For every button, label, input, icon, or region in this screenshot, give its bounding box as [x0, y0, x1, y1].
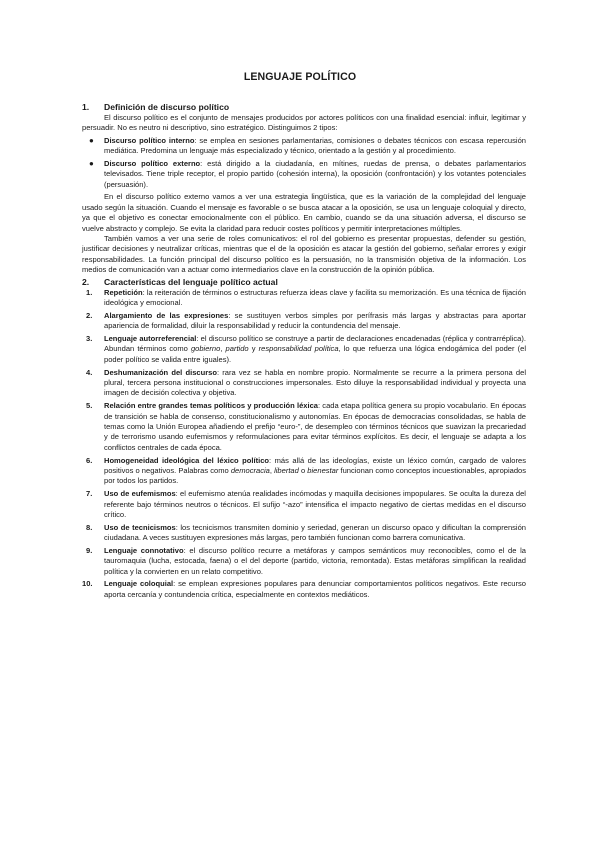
item-term: Repetición: [104, 287, 143, 297]
item-text: ,: [269, 465, 275, 475]
item-text: : el discurso político se construye a partir de declaraciones encadenadas (réplica y contrarréplica). Abundan términos como: [104, 333, 526, 354]
list-item: [82, 311, 526, 332]
list-item: [82, 489, 526, 520]
item-text: : la reiteración de términos o estructuras refuerza ideas clave y facilita su memorización. Es una técnica de fijación ideológica y emocional.: [104, 287, 526, 308]
list-item: [82, 579, 526, 600]
item-number: 2.: [86, 310, 93, 320]
item-term: Lenguaje coloquial: [104, 579, 174, 589]
item-term: Alargamiento de las expresiones: [104, 310, 229, 320]
characteristics-list: [82, 288, 526, 600]
section-1-paragraph-2: En el discurso político externo vamos a ver una estrategia lingüística, que es la variación de la complejidad del lenguaje usado según la situación. Cuando el mensaje es favorable o se busca atacar a la oposición, se usa un lenguaje coloquial y directo, ya que el objetivo es conectar emocionalmente con el público. En cambio, cuando se da una situación adversa, el discurso se vuelve abstracto y complejo. Se evita la claridad para reducir costes políticos y permitir interpretaciones múltiples.: [82, 192, 526, 233]
item-text: : el discurso político recurre a metáforas y campos semánticos muy reconocibles, como el de la tauromaquia (lucha, estocada, faena) o el del deporte (partido, victoria, remontada). Estas metáforas simplifican la realidad política y la convierten en un relato competitivo.: [104, 545, 526, 576]
list-item: [82, 401, 526, 453]
discourse-types-list: [82, 136, 526, 190]
item-text: : los tecnicismos transmiten dominio y seriedad, generan un discurso opaco y dificultan la comprensión ciudadana. A veces sustituyen expresiones más largas, pero también funcionan como barrera comunicativa.: [104, 522, 526, 543]
item-text: funcionan como conceptos incuestionables, apropiados por todos los partidos.: [104, 465, 527, 486]
section-1-paragraph-3: También vamos a ver una serie de roles comunicativos: el rol del gobierno es presentar propuestas, defender su gestión, justificar decisiones y neutralizar críticas, mientras que el de la oposición es atacar la gestión del gobierno, señalar errores y exigir responsabilidades. La función principal del discurso político es la persuasión, no la transmisión objetiva de la información. Los medios de comunicación van a actuar como intermediarios clave en la construcción de la opinión pública.: [82, 233, 526, 275]
list-item: [82, 368, 526, 399]
item-number: 4.: [86, 367, 93, 377]
list-item: [82, 159, 526, 190]
item-number: 8.: [86, 522, 93, 532]
item-term: Homogeneidad ideológica del léxico político: [104, 455, 270, 465]
item-text: : rara vez se habla en nombre propio. Normalmente se recurre a la primera persona del plural, tercera persona institucional o construcciones impersonales. Esto diluye la responsabilidad individual y proyecta una imagen de decisión colectiva y objetiva.: [104, 367, 526, 398]
item-text: y: [248, 344, 259, 354]
bullet-text: : se emplea en sesiones parlamentarias, comisiones o debates técnicos con escasa repercusión mediática. Predomina un lenguaje más especializado y técnico, orientado a la gestión y al procedimiento.: [104, 135, 526, 156]
section-2-heading: [82, 276, 526, 288]
item-number: 5.: [86, 401, 93, 411]
item-term: Relación entre grandes temas políticos y producción léxica: [104, 401, 318, 411]
section-1-heading: [82, 101, 526, 113]
bullet-icon: ●: [89, 158, 94, 168]
item-emphasis: libertad: [274, 465, 299, 475]
bullet-text: : está dirigido a la ciudadanía, en mítines, ruedas de prensa, o debates parlamentarios televisados. Tiene triple receptor, el propio partido (cohesión interna), la oposición (confrontación) y los votantes potenciales (persuasión).: [104, 158, 526, 189]
item-text: o: [298, 465, 308, 475]
item-emphasis: democracia: [230, 465, 270, 475]
item-term: Lenguaje autorreferencial: [104, 333, 197, 343]
section-2-title: Características del lenguaje político actual: [104, 276, 278, 287]
bullet-term: Discurso político interno: [104, 135, 195, 145]
item-number: 9.: [86, 545, 93, 555]
item-text: : más allá de las ideologías, existe un léxico común, cargado de valores positivos o negativos. Palabras como: [104, 455, 526, 475]
section-2-number: 2.: [82, 276, 90, 287]
item-number: 10.: [82, 579, 93, 589]
item-text: : el eufemismo atenúa realidades incómodas y maquilla decisiones impopulares. Se oculta la dureza del referente bajo términos neutros o técnicos. El sufijo “-azo” intensifica el impacto negativo de ciertas medidas en el discurso crítico.: [104, 489, 526, 519]
item-number: 6.: [86, 455, 93, 465]
item-emphasis: bienestar: [307, 465, 339, 475]
list-item: [82, 334, 526, 365]
section-1-title: Definición de discurso político: [104, 102, 230, 112]
bullet-term: Discurso político externo: [104, 158, 201, 168]
section-1-number: 1.: [82, 102, 90, 112]
item-number: 1.: [86, 287, 93, 297]
item-number: 3.: [86, 333, 93, 343]
item-term: Uso de eufemismos: [104, 489, 176, 499]
item-emphasis: partido: [225, 344, 249, 354]
item-term: Uso de tecnicismos: [104, 522, 176, 532]
list-item: [82, 288, 526, 309]
item-number: 7.: [86, 489, 93, 499]
page-title: LENGUAJE POLÍTICO: [243, 71, 357, 83]
item-term: Lenguaje connotativo: [104, 545, 184, 555]
bullet-icon: ●: [89, 135, 94, 145]
item-text: , lo que refuerza una lógica endogámica del poder (el poder político se valida entre iguales).: [104, 344, 527, 364]
list-item: [82, 136, 526, 157]
item-emphasis: responsabilidad política: [258, 344, 339, 354]
item-text: : cada etapa política genera su propio vocabulario. En épocas de transición se habla de consenso, constitucionalismo y autonomías. En épocas de democracias consolidadas, se habla de temas como la Unión Europea añadiendo el prefijo “euro-”, de desempleo con términos técnicos que suavizan la precariedad y de terrorismo usando eufemismos y reformulaciones para evitar términos explícitos. Es decir, el lenguaje se adapta a los conflictos centrales de cada época.: [104, 401, 527, 452]
item-text: ,: [220, 344, 226, 354]
item-term: Deshumanización del discurso: [104, 367, 217, 377]
document-body: [82, 101, 526, 602]
section-1-intro: El discurso político es el conjunto de mensajes producidos por actores políticos con una finalidad esencial: influir, legitimar y persuadir. No es neutro ni descriptivo, sino estratégico. Distinguimos 2 tipos:: [82, 113, 526, 133]
item-emphasis: gobierno: [190, 344, 221, 354]
list-item: [82, 456, 526, 487]
list-item: [82, 523, 526, 544]
item-text: : se emplean expresiones populares para denunciar comportamientos políticos negativos. Este recurso aporta cercanía y contundencia crítica, especialmente en contextos mediáticos.: [104, 579, 526, 599]
list-item: [82, 546, 526, 577]
item-text: : se sustituyen verbos simples por perífrasis más largas y abstractas para aportar apariencia de formalidad, diluir la responsabilidad y reducir la contundencia del mensaje.: [104, 310, 526, 331]
